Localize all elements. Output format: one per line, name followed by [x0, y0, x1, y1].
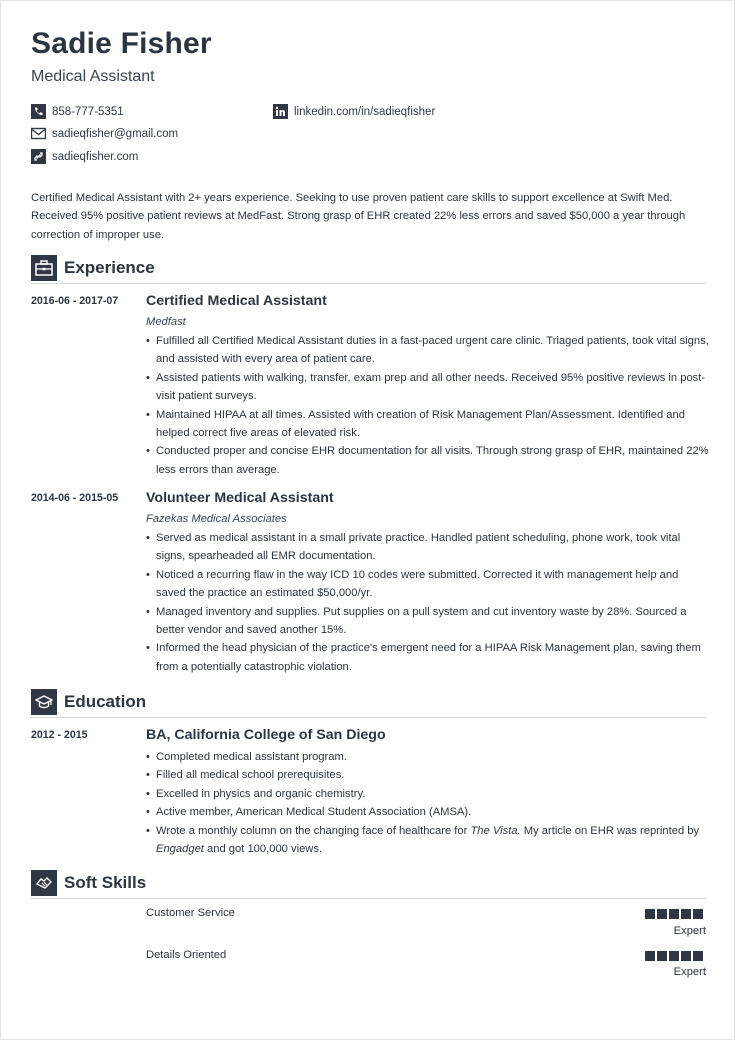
job-dates: 2016-06 - 2017-07 [31, 295, 119, 307]
summary-paragraph: Certified Medical Assistant with 2+ years experience. Seeking to use proven patient care skills to support excellence at Swift Med. Received 95% positive patient reviews at MedFast. Strong grasp of EHR created 22% less errors and saved $50,000 a year through correction of improper use. [31, 192, 686, 241]
skill-level: Expert [673, 925, 706, 937]
job-company: Fazekas Medical Associates [146, 513, 287, 525]
education-dates: 2012 - 2015 [31, 729, 88, 741]
rating-square [681, 951, 691, 961]
skill-rating [645, 909, 703, 919]
list-item: • Completed medical assistant program. [146, 748, 711, 766]
job-bullets [146, 529, 711, 676]
rating-square [693, 909, 703, 919]
rating-square [645, 951, 655, 961]
candidate-name: Sadie Fisher [31, 27, 212, 60]
contact-phone [31, 104, 124, 119]
job-title: Certified Medical Assistant [146, 293, 327, 309]
publication-name: Engadget [156, 843, 204, 856]
handshake-icon [31, 870, 57, 896]
list-item [146, 822, 711, 859]
list-item: • Managed inventory and supplies. Put supplies on a pull system and cut inventory waste by 28%. Sourced a better vendor and saved another 15%. [146, 603, 711, 640]
list-item: • Served as medical assistant in a small private practice. Handled patient scheduling, phone work, took vital signs, spearheaded all EMR documentation. [146, 529, 711, 566]
skills-title: Soft Skills [64, 873, 147, 892]
rating-square [669, 951, 679, 961]
job-company: Medfast [146, 316, 186, 328]
job-bullets [146, 332, 711, 479]
education-bullets [146, 748, 711, 858]
list-item: • Filled all medical school prerequisites. [146, 766, 711, 784]
rating-square [645, 909, 655, 919]
experience-title: Experience [64, 258, 155, 277]
experience-section-header [31, 255, 706, 284]
skill-level: Expert [673, 966, 706, 978]
linkedin-icon [273, 104, 288, 119]
rating-square [693, 951, 703, 961]
list-item: • Excelled in physics and organic chemistry. [146, 785, 711, 803]
email-icon [31, 126, 46, 141]
education-title: Education [64, 692, 147, 711]
phone-text[interactable]: 858-777-5351 [52, 105, 124, 118]
column-text: My article on EHR was reprinted by [520, 824, 700, 837]
rating-square [657, 909, 667, 919]
contact-linkedin [273, 104, 435, 119]
column-text: Wrote a monthly column on the changing face of healthcare for [156, 824, 471, 837]
list-item: • Active member, American Medical Student Association (AMSA). [146, 803, 711, 821]
job-dates: 2014-06 - 2015-05 [31, 492, 119, 504]
contact-email [31, 126, 178, 141]
rating-square [657, 951, 667, 961]
degree-title: BA, California College of San Diego [146, 727, 386, 743]
skill-name: Customer Service [146, 907, 235, 919]
phone-icon [31, 104, 46, 119]
briefcase-icon [31, 255, 57, 281]
skill-name: Details Oriented [146, 949, 227, 961]
contact-website [31, 149, 138, 164]
rating-square [669, 909, 679, 919]
list-item: • Maintained HIPAA at all times. Assisted with creation of Risk Management Plan/Assessment. Identified and helped correct five areas of elevated risk. [146, 406, 711, 443]
list-item: • Noticed a recurring flaw in the way ICD 10 codes were submitted. Corrected it with management help and saved the practice an estimated $50,000/yr. [146, 566, 711, 603]
email-text[interactable]: sadieqfisher@gmail.com [52, 127, 179, 140]
list-item: • Conducted proper and concise EHR documentation for all visits. Through strong grasp of EHR, maintained 22% less errors than average. [146, 442, 711, 479]
list-item: • Informed the head physician of the practice's emergent need for a HIPAA Risk Management plan, saving them from a potentially catastrophic violation. [146, 639, 711, 676]
publication-name: The Vista. [470, 824, 521, 837]
candidate-role: Medical Assistant [31, 68, 155, 85]
column-text: and got 100,000 views. [203, 843, 323, 856]
job-title: Volunteer Medical Assistant [146, 490, 334, 506]
graduation-cap-icon [31, 689, 57, 715]
list-item: • Assisted patients with walking, transfer, exam prep and all other needs. Received 95% positive reviews in post-visit patient surveys. [146, 369, 711, 406]
skills-section-header [31, 870, 706, 899]
website-text[interactable]: sadieqfisher.com [52, 150, 139, 163]
link-icon [31, 149, 46, 164]
education-section-header [31, 689, 706, 718]
list-item: • Fulfilled all Certified Medical Assistant duties in a fast-paced urgent care clinic. Triaged patients, took vital signs, and assisted with every area of patient care. [146, 332, 711, 369]
skill-rating [645, 951, 703, 961]
rating-square [681, 909, 691, 919]
linkedin-text[interactable]: linkedin.com/in/sadieqfisher [294, 105, 436, 118]
